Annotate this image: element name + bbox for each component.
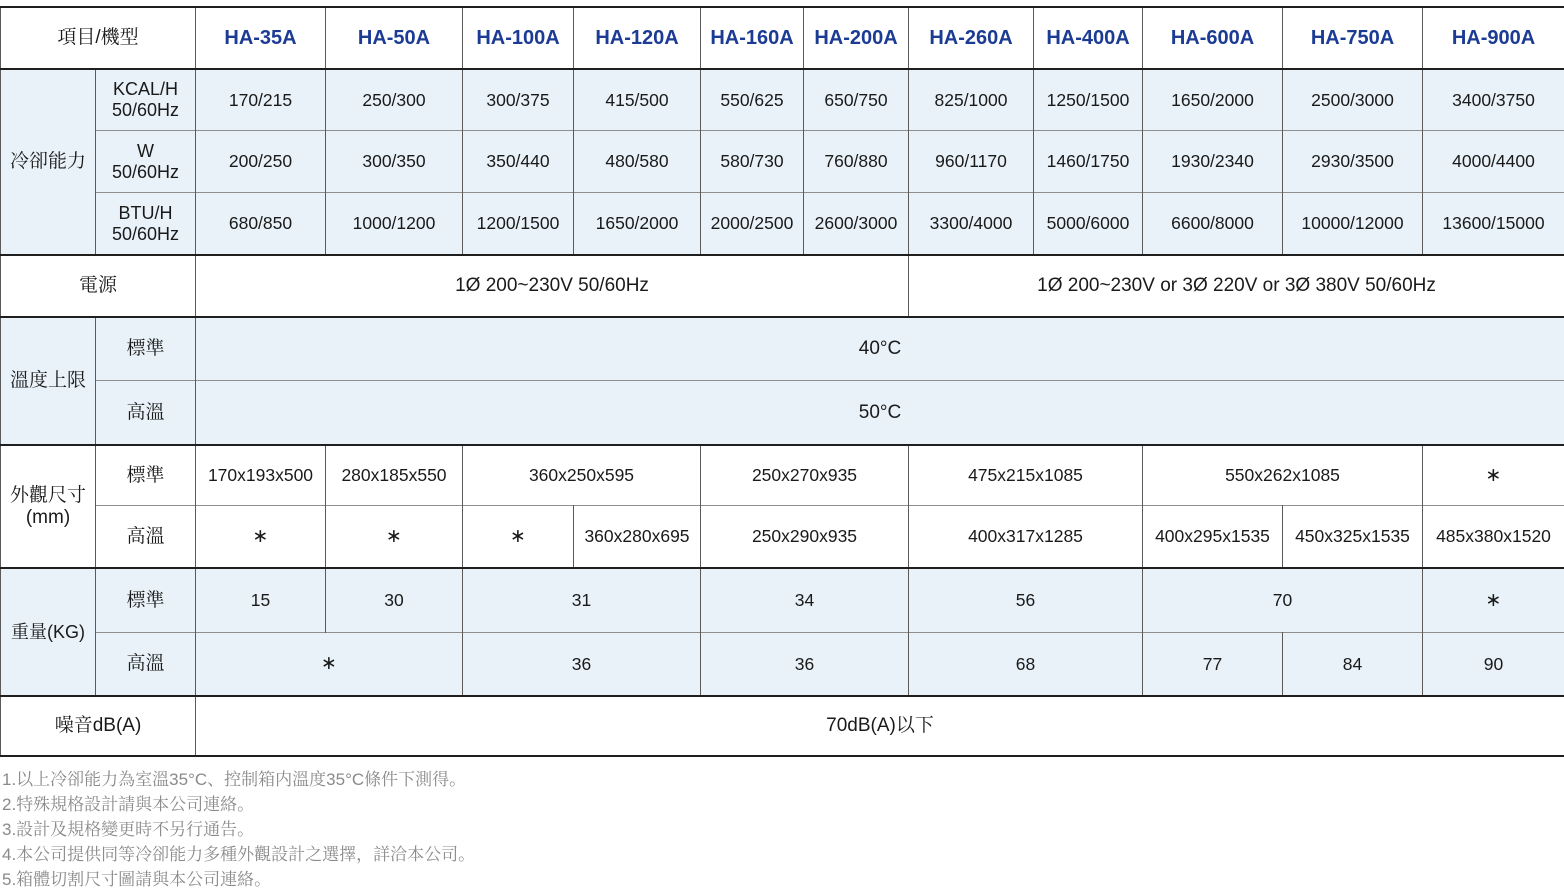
cooling-btu-row — [1, 193, 1564, 256]
footnote: 4.本公司提供同等冷卻能力多種外觀設計之選擇，詳洽本公司。 — [2, 842, 1564, 867]
cooling-value-cell: 10000/12000 — [1283, 193, 1423, 256]
footnote: 1.以上冷卻能力為室溫35°C、控制箱内溫度35°C條件下測得。 — [2, 767, 1564, 792]
noise-label: 噪音dB(A) — [1, 696, 196, 756]
cooling-value-cell: 1200/1500 — [463, 193, 574, 256]
weight-value-cell: 70 — [1143, 568, 1423, 633]
model-header-ha600a: HA-600A — [1143, 7, 1283, 69]
w-unit-label — [96, 131, 196, 193]
cooling-value-cell: 2000/2500 — [701, 193, 804, 256]
footnote: 5.箱體切割尺寸圖請與本公司連絡。 — [2, 867, 1564, 892]
temp-standard-label: 標準 — [96, 317, 196, 381]
weight-standard-row — [1, 568, 1564, 633]
dimension-value-cell: 475x215x1085 — [909, 445, 1143, 506]
cooling-value-cell: 1650/2000 — [574, 193, 701, 256]
power-row — [1, 255, 1564, 317]
cooling-kcal-row — [1, 69, 1564, 131]
dimensions-unit-text: (mm) — [1, 507, 95, 529]
weight-value-cell: 15 — [196, 568, 326, 633]
w-unit: W — [96, 141, 195, 162]
weight-value-cell: 34 — [701, 568, 909, 633]
dimension-value-cell: 400x317x1285 — [909, 506, 1143, 569]
weight-value-cell: 68 — [909, 633, 1143, 697]
weight-high-row — [1, 633, 1564, 697]
dimension-value-cell: ∗ — [463, 506, 574, 569]
temp-section-label: 溫度上限 — [1, 317, 96, 445]
weight-section-label: 重量(KG) — [1, 568, 96, 696]
dimension-value-cell: ∗ — [1423, 445, 1564, 506]
cooling-value-cell: 250/300 — [326, 69, 463, 131]
cooling-value-cell: 825/1000 — [909, 69, 1034, 131]
cooling-value-cell: 650/750 — [804, 69, 909, 131]
cooling-value-cell: 350/440 — [463, 131, 574, 193]
temp-standard-row — [1, 317, 1564, 381]
dimension-value-cell: ∗ — [326, 506, 463, 569]
dimensions-section-label — [1, 445, 96, 568]
dimension-value-cell: 400x295x1535 — [1143, 506, 1283, 569]
cooling-section-label: 冷卻能力 — [1, 69, 96, 255]
cooling-w-row — [1, 131, 1564, 193]
model-header-ha400a: HA-400A — [1034, 7, 1143, 69]
kcal-unit: KCAL/H — [96, 79, 195, 100]
noise-value: 70dB(A)以下 — [196, 696, 1564, 756]
model-header-ha100a: HA-100A — [463, 7, 574, 69]
cooling-value-cell: 1460/1750 — [1034, 131, 1143, 193]
cooling-value-cell: 2930/3500 — [1283, 131, 1423, 193]
cooling-value-cell: 960/1170 — [909, 131, 1034, 193]
model-header-ha120a: HA-120A — [574, 7, 701, 69]
kcal-unit-label — [96, 69, 196, 131]
model-header-ha750a: HA-750A — [1283, 7, 1423, 69]
cooling-value-cell: 1000/1200 — [326, 193, 463, 256]
model-header-ha260a: HA-260A — [909, 7, 1034, 69]
cooling-value-cell: 2600/3000 — [804, 193, 909, 256]
cooling-value-cell: 480/580 — [574, 131, 701, 193]
footnote: 2.特殊規格設計請與本公司連絡。 — [2, 792, 1564, 817]
cooling-value-cell: 1250/1500 — [1034, 69, 1143, 131]
power-value-right-group: 1Ø 200~230V or 3Ø 220V or 3Ø 380V 50/60Hz — [909, 255, 1564, 317]
dimension-value-cell: 550x262x1085 — [1143, 445, 1423, 506]
temp-high-label: 高溫 — [96, 381, 196, 446]
cooling-value-cell: 5000/6000 — [1034, 193, 1143, 256]
cooling-value-cell: 2500/3000 — [1283, 69, 1423, 131]
weight-value-cell: ∗ — [1423, 568, 1564, 633]
cooling-value-cell: 300/350 — [326, 131, 463, 193]
weight-value-cell: 36 — [701, 633, 909, 697]
cooling-value-cell: 13600/15000 — [1423, 193, 1564, 256]
model-header-ha900a: HA-900A — [1423, 7, 1564, 69]
footnotes — [2, 767, 1564, 892]
cooling-value-cell: 760/880 — [804, 131, 909, 193]
model-header-ha200a: HA-200A — [804, 7, 909, 69]
cooling-value-cell: 550/625 — [701, 69, 804, 131]
model-header-ha50a: HA-50A — [326, 7, 463, 69]
dimension-value-cell: 485x380x1520 — [1423, 506, 1564, 569]
weight-value-cell: 77 — [1143, 633, 1283, 697]
weight-value-cell: 30 — [326, 568, 463, 633]
cooling-value-cell: 6600/8000 — [1143, 193, 1283, 256]
cooling-value-cell: 200/250 — [196, 131, 326, 193]
cooling-value-cell: 680/850 — [196, 193, 326, 256]
model-header-ha160a: HA-160A — [701, 7, 804, 69]
weight-value-cell: 36 — [463, 633, 701, 697]
dimension-value-cell: 450x325x1535 — [1283, 506, 1423, 569]
footnote: 3.設計及規格變更時不另行通告。 — [2, 817, 1564, 842]
btu-freq: 50/60Hz — [96, 224, 195, 245]
btu-unit-label — [96, 193, 196, 256]
header-row — [1, 7, 1564, 69]
dimension-value-cell: 360x250x595 — [463, 445, 701, 506]
model-header-ha35a: HA-35A — [196, 7, 326, 69]
cooling-value-cell: 300/375 — [463, 69, 574, 131]
weight-value-cell: 84 — [1283, 633, 1423, 697]
corner-label: 項目/機型 — [1, 7, 196, 69]
dimension-value-cell: 250x270x935 — [701, 445, 909, 506]
dimension-value-cell: ∗ — [196, 506, 326, 569]
cooling-value-cell: 415/500 — [574, 69, 701, 131]
dimension-value-cell: 250x290x935 — [701, 506, 909, 569]
power-value-left-group: 1Ø 200~230V 50/60Hz — [196, 255, 909, 317]
weight-value-cell: ∗ — [196, 633, 463, 697]
cooling-value-cell: 1930/2340 — [1143, 131, 1283, 193]
cooling-value-cell: 3300/4000 — [909, 193, 1034, 256]
weight-value-cell: 56 — [909, 568, 1143, 633]
dimensions-high-row — [1, 506, 1564, 569]
kcal-freq: 50/60Hz — [96, 100, 195, 121]
cooling-value-cell: 4000/4400 — [1423, 131, 1564, 193]
power-label: 電源 — [1, 255, 196, 317]
dimensions-standard-row — [1, 445, 1564, 506]
cooling-value-cell: 580/730 — [701, 131, 804, 193]
cooling-value-cell: 3400/3750 — [1423, 69, 1564, 131]
temp-high-row — [1, 381, 1564, 446]
dimension-value-cell: 170x193x500 — [196, 445, 326, 506]
dimensions-label-text: 外觀尺寸 — [1, 485, 95, 507]
weight-value-cell: 90 — [1423, 633, 1564, 697]
dimensions-high-label: 高溫 — [96, 506, 196, 569]
temp-standard-value: 40°C — [196, 317, 1564, 381]
dimension-value-cell: 360x280x695 — [574, 506, 701, 569]
w-freq: 50/60Hz — [96, 162, 195, 183]
weight-standard-label: 標準 — [96, 568, 196, 633]
dimensions-standard-label: 標準 — [96, 445, 196, 506]
spec-table — [0, 6, 1564, 757]
dimension-value-cell: 280x185x550 — [326, 445, 463, 506]
cooling-value-cell: 170/215 — [196, 69, 326, 131]
weight-high-label: 高溫 — [96, 633, 196, 697]
noise-row — [1, 696, 1564, 756]
spec-sheet — [0, 6, 1564, 892]
weight-value-cell: 31 — [463, 568, 701, 633]
btu-unit: BTU/H — [96, 203, 195, 224]
temp-high-value: 50°C — [196, 381, 1564, 446]
cooling-value-cell: 1650/2000 — [1143, 69, 1283, 131]
